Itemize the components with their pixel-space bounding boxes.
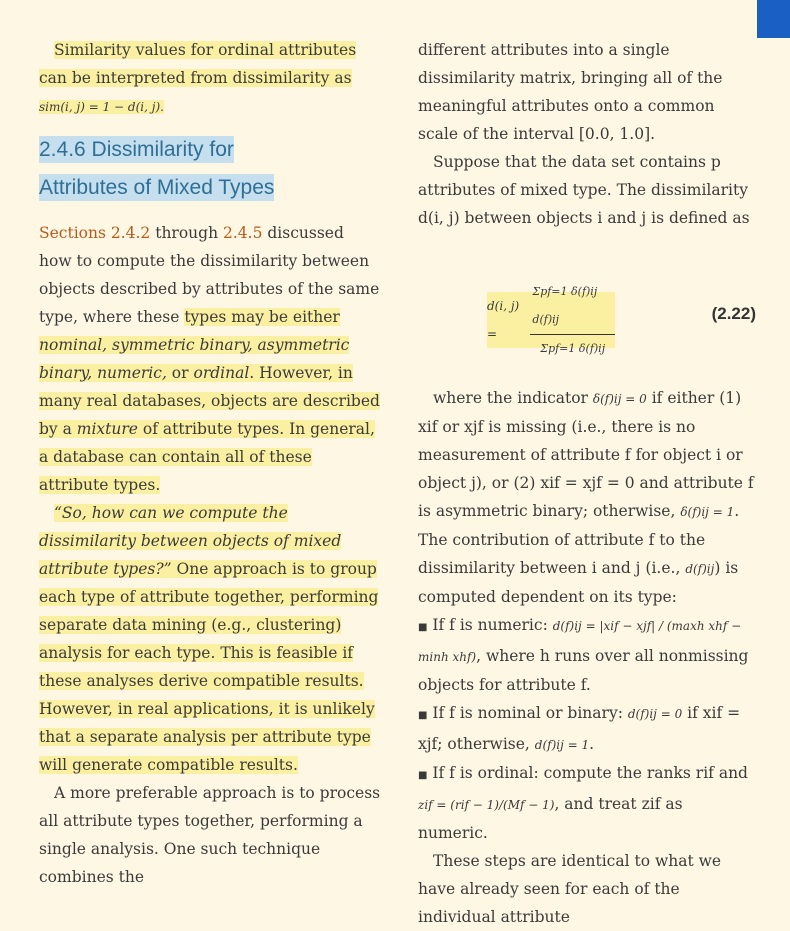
- sections-link[interactable]: Sections 2.4.2: [39, 224, 151, 242]
- ordinal-similarity-text: Similarity values for ordinal attributes can be interpreted from dissimilarity as: [39, 41, 357, 87]
- dij-formula: d(f)ij: [685, 562, 715, 576]
- equation-fraction: [530, 278, 615, 363]
- heading-line-1: 2.4.6 Dissimilarity for: [39, 138, 234, 161]
- bullet-numeric-b: , where h runs over all nonmissing objects for attribute f.: [418, 647, 749, 694]
- indicator-text-c: . The contribution of attribute f to the dissimilarity between i and j (i.e.,: [418, 502, 740, 577]
- equation-denominator: Σpf=1 δ(f)ij: [540, 341, 606, 355]
- indicator-text-a: where the indicator: [433, 389, 593, 407]
- bullet-nominal-c: .: [589, 735, 595, 753]
- ordinal-formula: zif = (rif − 1)/(Mf − 1): [418, 798, 555, 812]
- question-text: One approach is to group each type of attribute together, performing separate data mining (e.g., clustering) analysis for each type. This is feasible if these analyses derive compatible results. However, in real applications, it is unlikely that a separate analysis per attribute type will generate compatible results.: [39, 560, 379, 774]
- bullet-numeric: [418, 611, 754, 699]
- equation-lhs: d(i, j) =: [487, 299, 520, 341]
- delta-one-formula: δ(f)ij = 1: [680, 505, 735, 519]
- intro-text-b: types may be either: [184, 308, 340, 326]
- square-bullet-icon: ■: [418, 710, 428, 721]
- intro-text-a: discussed how to compute the dissimilarity between objects described by attributes of the same type, where these: [39, 224, 380, 326]
- equation-numerator: Σpf=1 δ(f)ij d(f)ij: [530, 278, 615, 335]
- ordinal-term: ordinal: [193, 364, 250, 382]
- indicator-text-b: if either (1) xif or xjf is missing (i.e., there is no measurement of attribute f for object i or object j), or (2) xif = xjf = 0 and attribute f is asymmetric binary; otherwise,: [418, 389, 754, 520]
- heading-line-2: Attributes of Mixed Types: [39, 176, 275, 199]
- question-paragraph: [39, 499, 381, 779]
- steps-paragraph: These steps are identical to what we have already seen for each of the individual attribute: [418, 852, 722, 926]
- numeric-formula: d(f)ij = |xif − xjf| / (maxh xhf − minh xhf): [418, 619, 742, 664]
- equation-2-22: [418, 284, 754, 384]
- delta-zero-formula: δ(f)ij = 0: [592, 392, 647, 406]
- corner-tab: [757, 0, 790, 38]
- nominal-formula-one: d(f)ij = 1: [534, 738, 590, 752]
- square-bullet-icon: ■: [418, 770, 428, 781]
- section-heading: [39, 131, 381, 207]
- similarity-formula: sim(i, j) = 1 − d(i, j).: [39, 100, 164, 114]
- bullet-nominal-b: if xif = xjf; otherwise,: [418, 704, 741, 753]
- intro-text-h: of attribute types. In general, a database can contain all of these attribute types.: [39, 420, 375, 494]
- equation-box: [487, 284, 615, 355]
- bullet-ordinal: [418, 759, 754, 847]
- left-column: [39, 36, 381, 891]
- mixture-term: mixture: [76, 420, 138, 438]
- ordinal-similarity-paragraph: [39, 36, 381, 121]
- bullet-numeric-a: If f is numeric:: [432, 616, 553, 634]
- bullet-ordinal-b: , and treat zif as numeric.: [418, 795, 683, 842]
- indicator-text-d: ) is computed dependent on its type:: [418, 559, 739, 606]
- through-text: through: [150, 224, 223, 242]
- bullet-nominal-a: If f is nominal or binary:: [432, 704, 628, 722]
- intro-text-f: . However, in many real databases, objects are described by a: [39, 364, 380, 438]
- attribute-types-list: nominal, symmetric binary, asymmetric binary, numeric,: [39, 336, 350, 382]
- square-bullet-icon: ■: [418, 622, 428, 633]
- nominal-formula-zero: d(f)ij = 0: [627, 707, 683, 721]
- intro-text-d: or: [166, 364, 194, 382]
- section-245-link[interactable]: 2.4.5: [223, 224, 263, 242]
- intro-paragraph: [39, 219, 381, 499]
- bullet-nominal: [418, 699, 754, 759]
- combine-paragraph: different attributes into a single dissimilarity matrix, bringing all of the meaningful attributes onto a common scale of the interval [0.0, 1.0].: [418, 41, 723, 143]
- equation-number: (2.22): [711, 304, 756, 323]
- right-column: [418, 36, 754, 931]
- question-quote: “So, how can we compute the dissimilarity between objects of mixed attribute types?”: [39, 504, 342, 578]
- indicator-paragraph: [418, 384, 754, 611]
- definition-paragraph: Suppose that the data set contains p attributes of mixed type. The dissimilarity d(i, j) between objects i and j is defined as: [418, 153, 750, 227]
- preferable-approach-paragraph: A more preferable approach is to process all attribute types together, performing a single analysis. One such technique combines the: [39, 784, 381, 886]
- bullet-ordinal-a: If f is ordinal: compute the ranks rif and: [432, 764, 748, 782]
